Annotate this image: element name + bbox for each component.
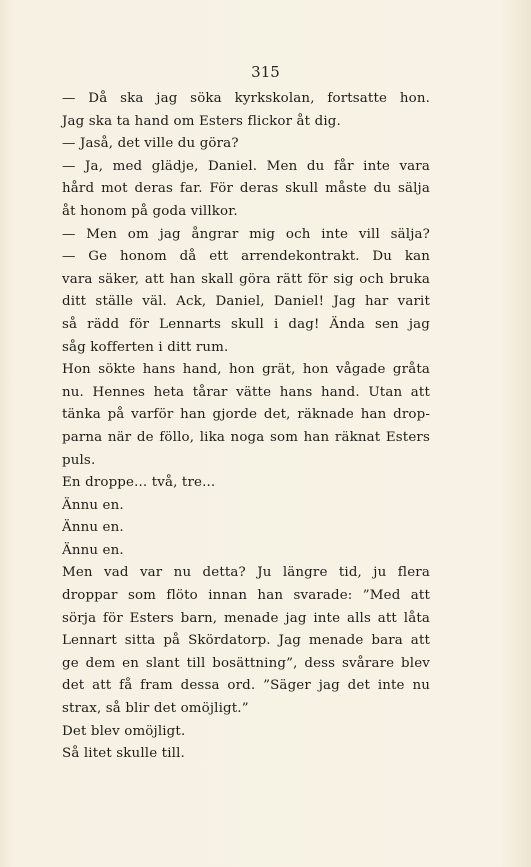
- text-line: strax, så blir det omöjligt.”: [62, 701, 249, 717]
- text-line: Ännu en.: [62, 520, 124, 536]
- text-line: det att få fram dessa ord. ”Säger jag det inte nu: [62, 678, 430, 694]
- text-line: ditt ställe väl. Ack, Daniel, Daniel! Jag har varit: [62, 294, 430, 310]
- text-line: ge dem en slant till bosättning”, dess svårare blev: [62, 655, 430, 671]
- text-line: parna när de föllo, lika noga som han räknat Esters: [62, 429, 430, 445]
- text-line: tänka på varför han gjorde det, räknade han drop-: [62, 407, 430, 423]
- text-line: droppar som flöto innan han svarade: ”Med att: [62, 588, 430, 604]
- text-line: nu. Hennes heta tårar vätte hans hand. Utan att: [62, 384, 430, 400]
- text-line: — Ge honom då ett arrendekontrakt. Du kan: [62, 249, 430, 265]
- text-line: Så litet skulle till.: [62, 746, 185, 762]
- text-line: Ännu en.: [62, 542, 124, 558]
- text-line: — Då ska jag söka kyrkskolan, fortsatte hon.: [62, 91, 430, 106]
- text-line: Det blev omöjligt.: [62, 723, 186, 739]
- text-line: Lennart sitta på Skördatorp. Jag menade bara att: [62, 633, 430, 649]
- text-line: puls.: [62, 452, 96, 468]
- text-line: vara säker, att han skall göra rätt för sig och bruka: [62, 271, 430, 287]
- text-line: — Ja, med glädje, Daniel. Men du får inte vara: [62, 158, 430, 174]
- text-line: såg kofferten i ditt rum.: [62, 339, 229, 355]
- text-line: — Men om jag ångrar mig och inte vill sälja?: [62, 226, 430, 242]
- text-line: hård mot deras far. För deras skull måste du sälja: [62, 181, 430, 197]
- page-number: 315: [251, 63, 280, 81]
- text-line: En droppe... två, tre...: [62, 475, 216, 491]
- body-text: [62, 88, 430, 766]
- text-line: — Jaså, det ville du göra?: [62, 136, 239, 152]
- text-line: Hon sökte hans hand, hon grät, hon vågade gråta: [62, 362, 430, 378]
- text-line: så rädd för Lennarts skull i dag! Ända sen jag: [62, 316, 430, 332]
- text-line: Ännu en.: [62, 497, 124, 513]
- text-line: Jag ska ta hand om Esters flickor åt dig.: [62, 113, 341, 129]
- text-line: Men vad var nu detta? Ju längre tid, ju flera: [62, 565, 430, 581]
- text-line: åt honom på goda villkor.: [62, 203, 238, 219]
- text-line: sörja för Esters barn, menade jag inte alls att låta: [62, 610, 430, 626]
